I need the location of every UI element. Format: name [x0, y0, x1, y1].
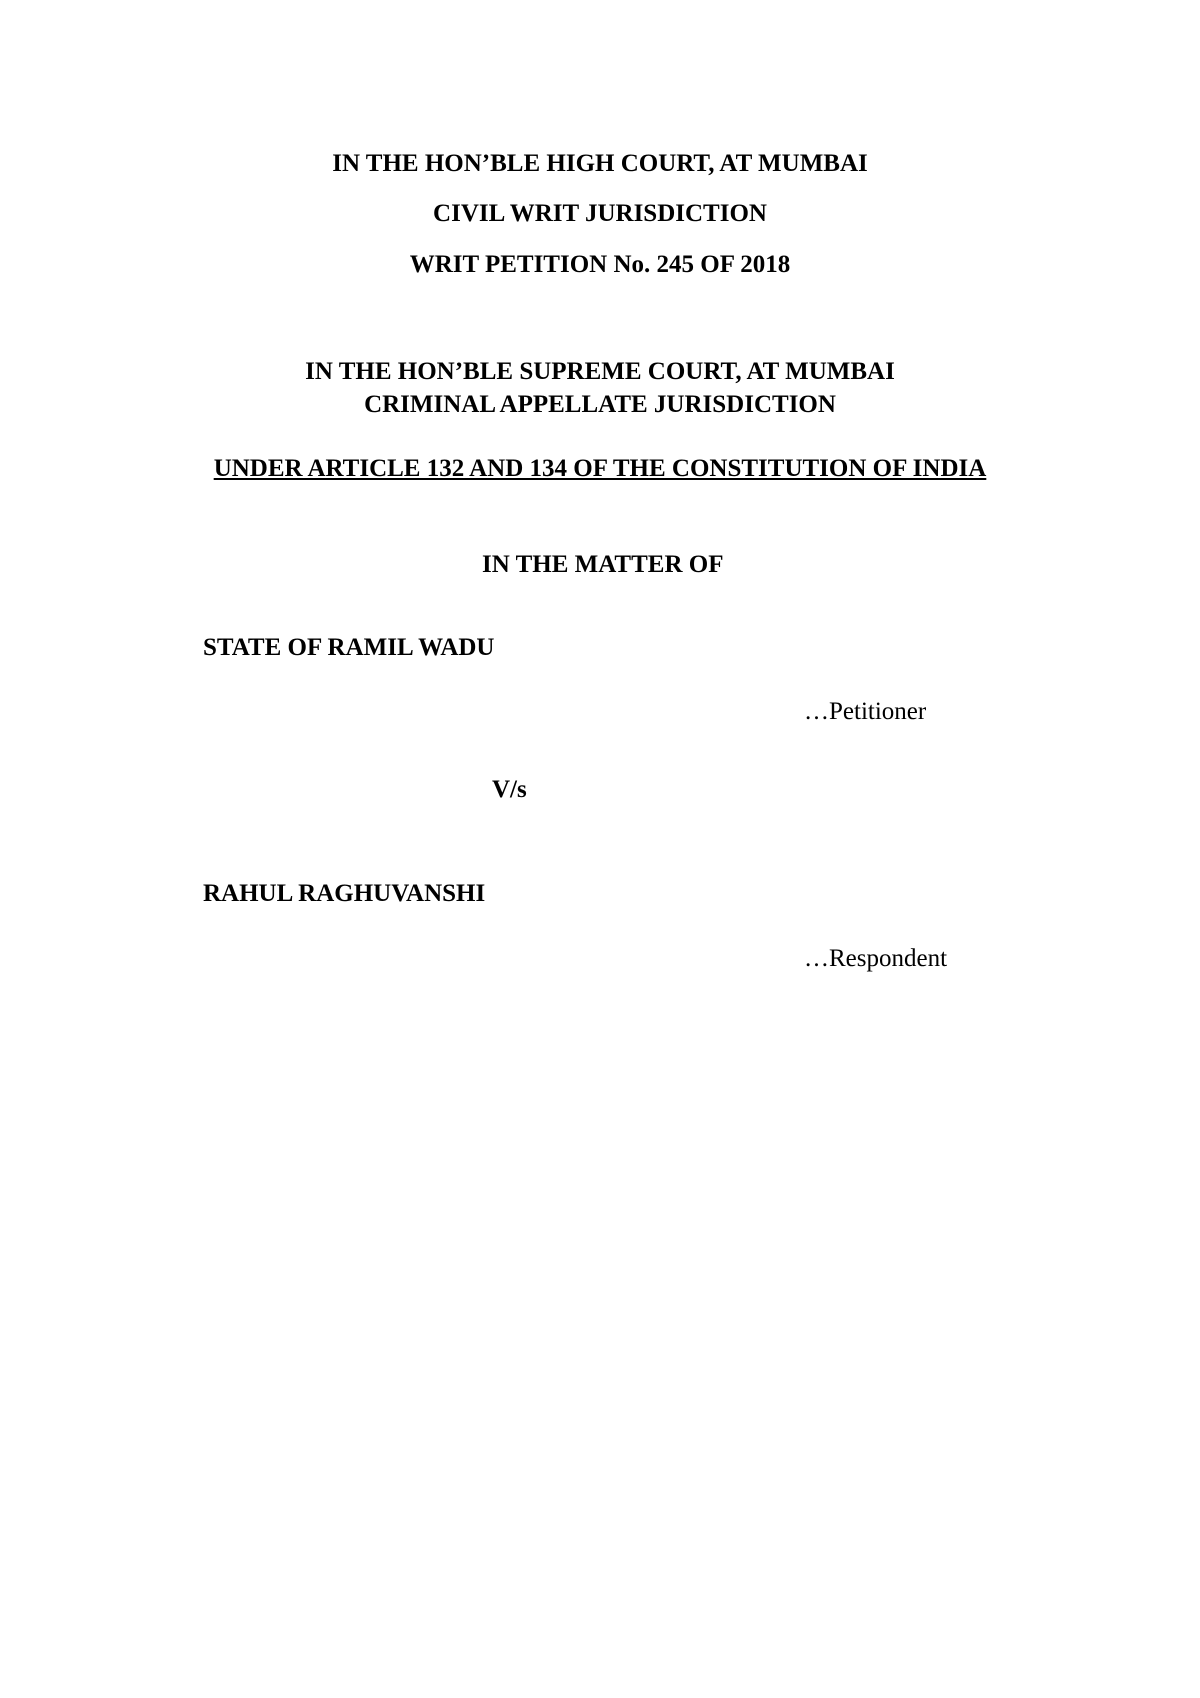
supreme-court-title: IN THE HON’BLE SUPREME COURT, AT MUMBAI: [305, 358, 895, 385]
article-heading: UNDER ARTICLE 132 AND 134 OF THE CONSTITUTION OF INDIA: [213, 455, 987, 482]
criminal-appellate-jurisdiction: CRIMINAL APPELLATE JURISDICTION: [364, 391, 836, 418]
civil-writ-jurisdiction: CIVIL WRIT JURISDICTION: [433, 200, 767, 227]
versus-label: V/s: [492, 776, 527, 803]
high-court-title: IN THE HON’BLE HIGH COURT, AT MUMBAI: [332, 150, 868, 177]
petitioner-name: STATE OF RAMIL WADU: [203, 634, 495, 661]
respondent-role: …Respondent: [804, 945, 948, 972]
respondent-name: RAHUL RAGHUVANSHI: [203, 880, 486, 907]
petitioner-role: …Petitioner: [804, 698, 927, 725]
in-the-matter-of: IN THE MATTER OF: [482, 551, 724, 578]
writ-petition-number: WRIT PETITION No. 245 OF 2018: [409, 251, 791, 278]
